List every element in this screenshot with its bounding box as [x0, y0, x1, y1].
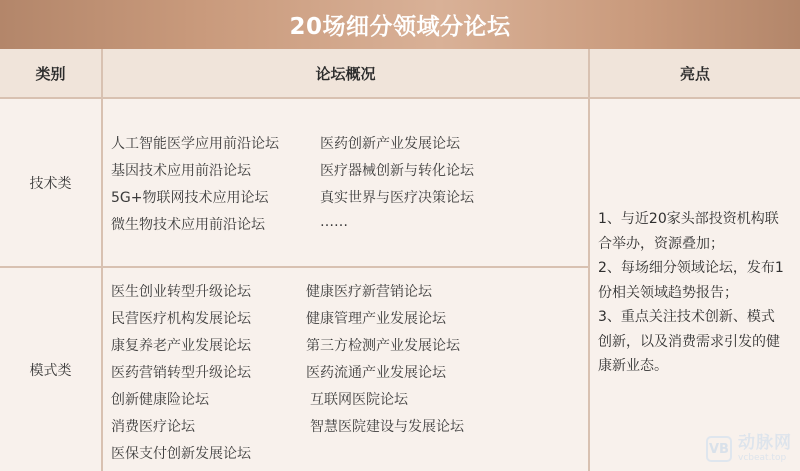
forum-item: 消费医疗论坛 [111, 419, 195, 435]
watermark-name: 动脉网 [738, 433, 792, 453]
category-tech: 技术类 [29, 175, 72, 192]
forum-item: 医药流通产业发展论坛 [306, 365, 446, 381]
table-title: 20场细分领域分论坛 [289, 14, 511, 40]
title-banner [0, 0, 800, 49]
forum-item: 5G+物联网技术应用论坛 [111, 190, 269, 206]
forum-item: 健康管理产业发展论坛 [306, 311, 446, 327]
forum-item: 第三方检测产业发展论坛 [306, 338, 460, 354]
row-label-model [0, 268, 101, 471]
forum-item: 创新健康险论坛 [111, 392, 209, 408]
divider [588, 49, 590, 471]
forum-item: 医保支付创新发展论坛 [111, 446, 251, 462]
forum-item: 智慧医院建设与发展论坛 [310, 419, 464, 435]
forum-item: 康复养老产业发展论坛 [111, 338, 251, 354]
divider [0, 97, 800, 99]
forum-item: 基因技术应用前沿论坛 [111, 163, 251, 179]
header-category-label: 类别 [35, 64, 66, 83]
header-highlights-label: 亮点 [679, 64, 710, 83]
watermark [706, 435, 792, 463]
highlight-item: 1、与近20家头部投资机构联合举办，资源叠加； [598, 211, 779, 252]
category-model: 模式类 [29, 362, 72, 379]
forum-item: 医药创新产业发展论坛 [320, 136, 460, 152]
forum-item: 真实世界与医疗决策论坛 [320, 190, 474, 206]
forum-item: 医药营销转型升级论坛 [111, 365, 251, 381]
forum-item: 医生创业转型升级论坛 [111, 284, 251, 300]
header-category [0, 49, 101, 97]
header-highlights [590, 49, 800, 97]
highlight-item: 3、重点关注技术创新、模式创新，以及消费需求引发的健康新业态。 [598, 309, 780, 374]
divider [101, 49, 103, 471]
header-overview [103, 49, 588, 97]
forum-item: 微生物技术应用前沿论坛 [111, 217, 265, 233]
forum-item: 民营医疗机构发展论坛 [111, 311, 251, 327]
highlights-text [598, 207, 788, 379]
forum-item: …… [320, 214, 348, 230]
header-overview-label: 论坛概况 [315, 64, 376, 83]
forum-item: 健康医疗新营销论坛 [306, 284, 432, 300]
forum-item: 互联网医院论坛 [310, 392, 408, 408]
forum-item: 医疗器械创新与转化论坛 [320, 163, 474, 179]
watermark-domain: vcbeat.top [738, 453, 787, 463]
forum-item: 人工智能医学应用前沿论坛 [111, 136, 279, 152]
row-label-tech [0, 99, 101, 266]
vb-logo-icon: VB [706, 436, 732, 462]
highlight-item: 2、每场细分领域论坛，发布1份相关领域趋势报告； [598, 260, 784, 301]
